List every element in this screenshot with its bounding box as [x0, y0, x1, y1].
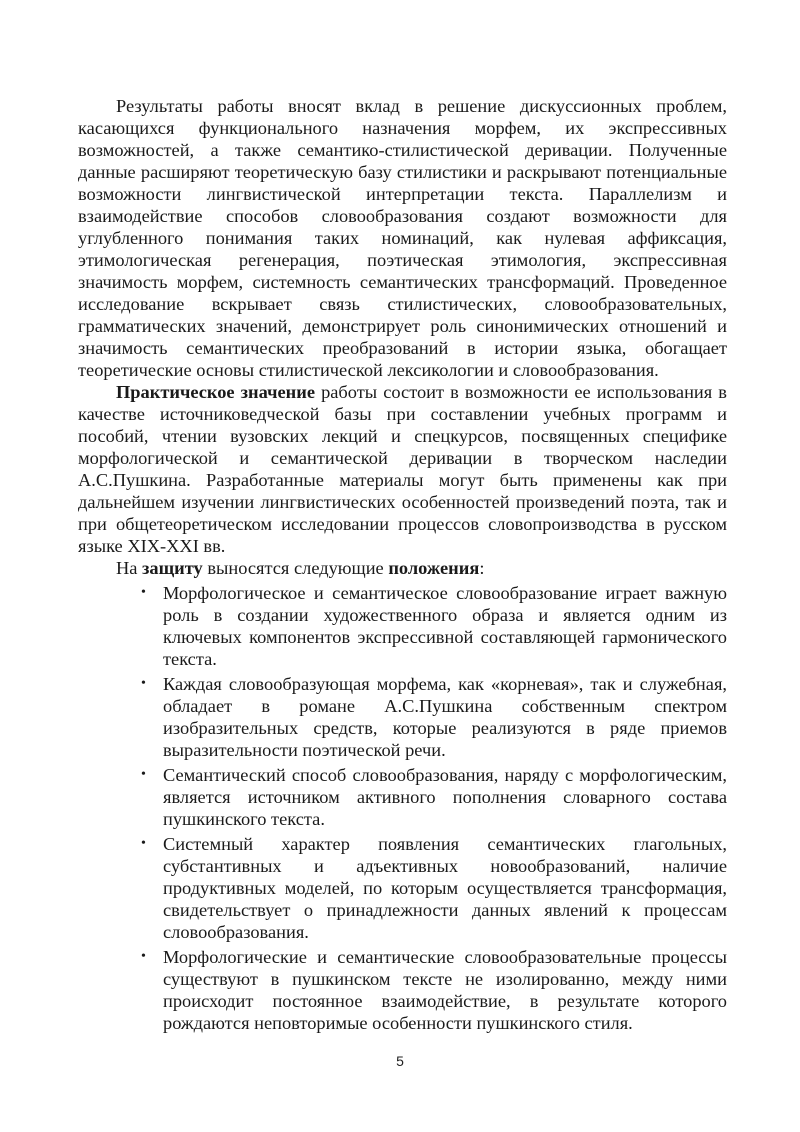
positions-keyword: положения: [388, 558, 480, 578]
defense-intro-text-2: выносятся следующие: [202, 558, 389, 578]
thesis-text: Системный характер появления семантических глагольных, субстантивных и адъективных новообразований, наличие продуктивных моделей, по которым осуществляется трансформация, свидетельствует о принадлежности данных явлений к процессам словообразования.: [163, 834, 727, 942]
defense-intro-colon: :: [479, 558, 485, 578]
bullet-icon: •: [141, 585, 146, 600]
bullet-icon: •: [141, 767, 146, 782]
bullet-icon: •: [141, 836, 146, 851]
thesis-item: [141, 673, 727, 761]
thesis-item: [141, 946, 727, 1034]
paragraph-practical-significance: [78, 381, 727, 557]
thesis-text: Морфологическое и семантическое словообразование играет важную роль в создании художественного образа и является одним из ключевых компонентов экспрессивной составляющей гармонического текста.: [163, 583, 727, 669]
bullet-icon: •: [141, 676, 146, 691]
practical-significance-heading: Практическое значение: [116, 382, 315, 402]
theses-list: [78, 582, 727, 1034]
thesis-text: Каждая словообразующая морфема, как «корневая», так и служебная, обладает в романе А.С.Пушкина собственным спектром изобразительных средств, которые реализуются в ряде приемов выразительности поэтической речи.: [163, 674, 727, 760]
thesis-item: [141, 582, 727, 670]
defense-intro-text: На: [116, 558, 143, 578]
thesis-text: Семантический способ словообразования, наряду с морфологическим, является источником активного пополнения словарного состава пушкинского текста.: [163, 765, 727, 829]
bullet-icon: •: [141, 949, 146, 964]
defense-intro: [78, 557, 727, 579]
paragraph-results: Результаты работы вносят вклад в решение дискуссионных проблем, касающихся функционального назначения морфем, их экспрессивных возможностей, а также семантико-стилистической деривации. Полученные данные расширяют теоретическую базу стилистики и раскрывают потенциальные возможности лингвистической интерпретации текста. Параллелизм и взаимодействие способов словообразования создают возможности для углубленного понимания таких номинаций, как нулевая аффиксация, этимологическая регенерация, поэтическая этимология, экспрессивная значимость морфем, системность семантических трансформаций. Проведенное исследование вскрывает связь стилистических, словообразовательных, грамматических значений, демонстрирует роль синонимических отношений и значимость семантических преобразований в истории языка, обогащает теоретические основы стилистической лексикологии и словообразования.: [78, 96, 727, 380]
defense-keyword: защиту: [142, 558, 203, 578]
thesis-item: [141, 764, 727, 830]
page-number: 5: [396, 1053, 404, 1069]
practical-significance-text: работы состоит в возможности ее использования в качестве источниковедческой базы при составлении учебных программ и пособий, чтении вузовских лекций и спецкурсов, посвященных специфике морфологической и семантической деривации в творческом наследии А.С.Пушкина. Разработанные материалы могут быть применены как при дальнейшем изучении лингвистических особенностей произведений поэта, так и при общетеоретическом исследовании процессов словопроизводства в русском языке XIX-XXI вв.: [78, 382, 727, 556]
thesis-text: Морфологические и семантические словообразовательные процессы существуют в пушкинском тексте не изолированно, между ними происходит постоянное взаимодействие, в результате которого рождаются неповторимые особенности пушкинского стиля.: [163, 947, 727, 1033]
thesis-item: [141, 833, 727, 943]
document-page: [78, 95, 727, 1034]
